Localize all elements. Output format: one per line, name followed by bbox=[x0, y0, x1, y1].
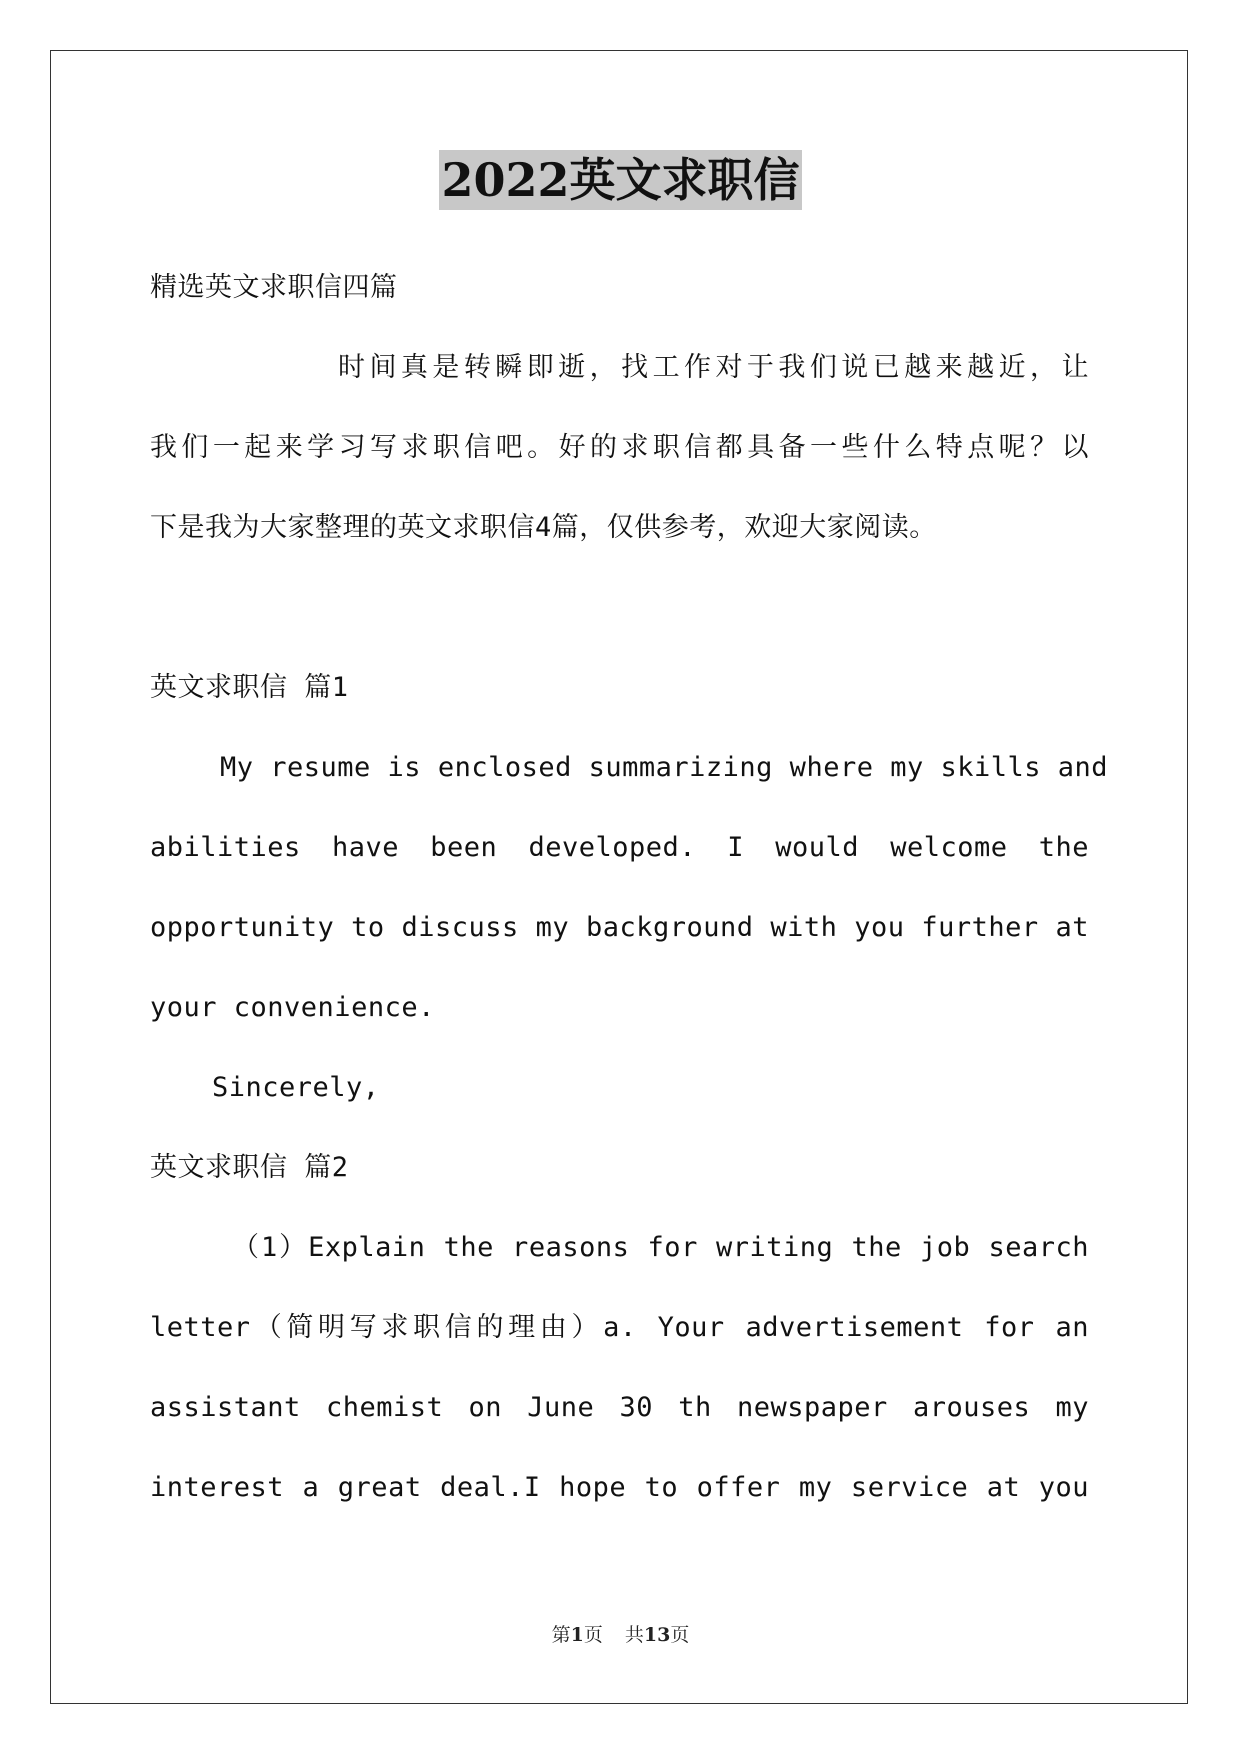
section1-line-1: My resume is enclosed summarizing where my skills and bbox=[220, 752, 1109, 783]
section2-line-4: interest a great deal.I hope to offer my service at you bbox=[150, 1472, 1089, 1503]
intro-line-3: 下是我为大家整理的英文求职信4篇，仅供参考，欢迎大家阅读。 bbox=[150, 512, 937, 543]
document-title: 2022英文求职信 bbox=[439, 150, 801, 210]
title-container bbox=[0, 150, 1241, 210]
footer-total-pages: 13 bbox=[643, 1624, 671, 1646]
footer-total-suffix: 页 bbox=[670, 1624, 690, 1646]
section1-line-4: your convenience. bbox=[150, 992, 435, 1023]
section1-line-3: opportunity to discuss my background with you further at bbox=[150, 912, 1089, 943]
footer-page-prefix: 第 bbox=[551, 1624, 571, 1646]
page-footer bbox=[0, 1620, 1241, 1647]
section1-line-2: abilities have been developed. I would welcome the bbox=[150, 832, 1089, 863]
section2-heading: 英文求职信 篇2 bbox=[150, 1152, 349, 1183]
subtitle: 精选英文求职信四篇 bbox=[150, 272, 398, 303]
intro-line-1: 时间真是转瞬即逝，找工作对于我们说已越来越近，让 bbox=[338, 352, 1089, 383]
footer-page-suffix: 页 bbox=[583, 1624, 603, 1646]
section1-closing: Sincerely, bbox=[212, 1072, 380, 1103]
footer-page-number: 1 bbox=[570, 1624, 584, 1646]
intro-line-2: 我们一起来学习写求职信吧。好的求职信都具备一些什么特点呢？以 bbox=[150, 432, 1089, 463]
section2-line-3: assistant chemist on June 30 th newspaper arouses my bbox=[150, 1392, 1089, 1423]
section1-heading: 英文求职信 篇1 bbox=[150, 672, 349, 703]
section2-line-1: （1）Explain the reasons for writing the job search bbox=[232, 1232, 1089, 1263]
footer-total-prefix: 共 bbox=[624, 1624, 644, 1646]
section2-line-2: letter（简明写求职信的理由）a. Your advertisement for an bbox=[150, 1312, 1089, 1343]
